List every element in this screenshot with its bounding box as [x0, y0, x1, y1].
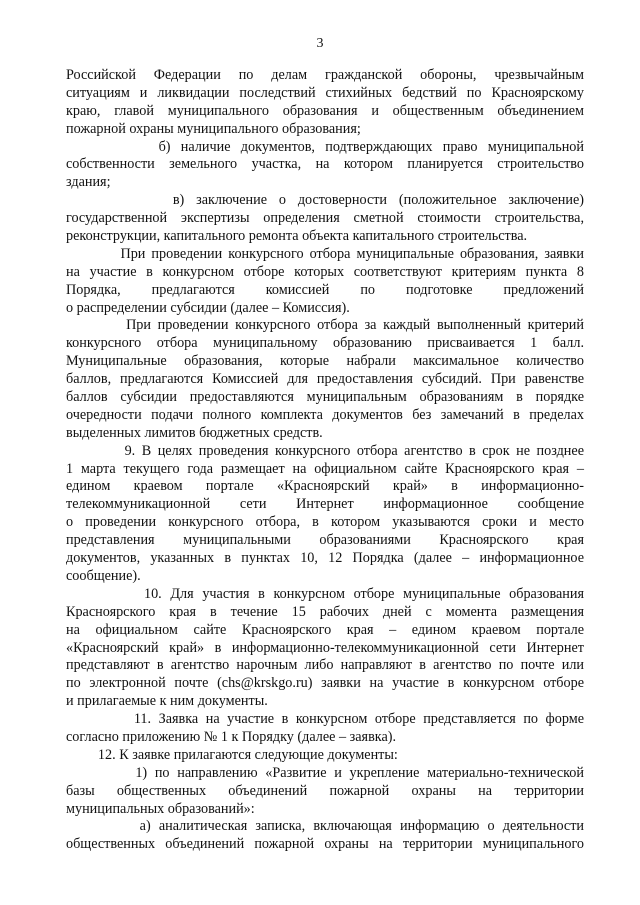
- text-line: по электронной почте (chs@krskgo.ru) заявки на участие в конкурсном отборе: [66, 675, 584, 692]
- page-number: 3: [316, 36, 324, 51]
- text-line: государственной экспертизы определения сметной стоимости строительства,: [66, 210, 584, 227]
- text-line: собственности земельного участка, на котором планируется строительство: [66, 156, 584, 173]
- text-line: «Красноярский край» в информационно-телекоммуникационной сети Интернет: [66, 639, 584, 656]
- text-line: телекоммуникационной сети Интернет информационное сообщение: [66, 496, 584, 513]
- paragraph: [66, 765, 584, 819]
- text-line: о проведении конкурсного отбора, в котором указываются сроки и место: [66, 514, 584, 531]
- text-line: 9. В целях проведения конкурсного отбора агентство в срок не позднее: [66, 442, 584, 459]
- text-line: конкурсного отбора муниципальному образованию присваивается 1 балл.: [66, 335, 584, 352]
- text-line: представления муниципальными образованиями Красноярского края: [66, 532, 584, 549]
- text-line: муниципальных образований»:: [66, 800, 255, 817]
- paragraph: [66, 711, 584, 747]
- text-line: и прилагаемые к ним документы.: [66, 693, 268, 710]
- paragraph: [66, 192, 584, 246]
- text-line: Муниципальные образования, которые набрали максимальное количество: [66, 353, 584, 370]
- paragraph: [66, 818, 584, 854]
- text-line: здания;: [66, 174, 111, 191]
- text-line: ситуациям и ликвидации последствий стихийных бедствий по Красноярскому: [66, 84, 584, 101]
- paragraph: [66, 317, 584, 442]
- text-line: а) аналитическая записка, включающая информацию о деятельности: [66, 818, 584, 835]
- text-line: б) наличие документов, подтверждающих право муниципальной: [66, 138, 584, 155]
- text-line: Порядка, предлагаются комиссией по подготовке предложений: [66, 281, 584, 298]
- paragraph: [66, 747, 584, 765]
- text-line: базы общественных объединений пожарной охраны на территории: [66, 782, 584, 799]
- text-line: о распределении субсидии (далее – Комиссия).: [66, 299, 350, 316]
- text-line: едином краевом портале «Красноярский край» в информационно-: [66, 478, 584, 495]
- text-line: краю, главой муниципального образования и общественным объединением: [66, 102, 584, 119]
- document-body: [66, 67, 584, 854]
- text-line: очередности подачи полного комплекта документов без замечаний в пределах: [66, 406, 584, 423]
- text-line: пожарной охраны муниципального образования;: [66, 120, 361, 137]
- paragraph: [66, 443, 584, 586]
- text-line: общественных объединений пожарной охраны на территории муниципального: [66, 836, 584, 853]
- text-line: в) заключение о достоверности (положительное заключение): [66, 192, 584, 209]
- text-line: 1 марта текущего года размещает на официальном сайте Красноярского края –: [66, 460, 584, 477]
- text-line: баллов, предлагаются Комиссией для предоставления субсидий. При равенстве: [66, 371, 584, 388]
- text-line: 1) по направлению «Развитие и укрепление материально-технической: [66, 764, 584, 781]
- text-line: При проведении конкурсного отбора за каждый выполненный критерий: [66, 317, 584, 334]
- text-line: согласно приложению № 1 к Порядку (далее – заявка).: [66, 728, 397, 745]
- text-line: выделенных лимитов бюджетных средств.: [66, 424, 323, 441]
- text-line: представляют в агентство нарочным либо направляют в агентство по почте или: [66, 657, 584, 674]
- text-line: документов, указанных в пунктах 10, 12 Порядка (далее – информационное: [66, 550, 584, 567]
- paragraph: [66, 67, 584, 139]
- text-line: на официальном сайте Красноярского края – едином краевом портале: [66, 621, 584, 638]
- text-line: реконструкции, капитального ремонта объекта капитального строительства.: [66, 228, 528, 245]
- paragraph: [66, 139, 584, 193]
- paragraph: [66, 246, 584, 318]
- text-line: 12. К заявке прилагаются следующие документы:: [66, 746, 398, 763]
- text-line: баллов субсидии предоставляются муниципальным образованиям в порядке: [66, 389, 584, 406]
- text-line: Российской Федерации по делам гражданской обороны, чрезвычайным: [66, 67, 584, 83]
- text-line: 11. Заявка на участие в конкурсном отборе представляется по форме: [66, 711, 584, 728]
- text-line: Красноярского края в течение 15 рабочих дней с момента размещения: [66, 603, 584, 620]
- text-line: 10. Для участия в конкурсном отборе муниципальные образования: [66, 585, 584, 602]
- text-line: сообщение).: [66, 567, 141, 584]
- text-line: на участие в конкурсном отборе которых соответствуют критериям пункта 8: [66, 263, 584, 280]
- paragraph: [66, 586, 584, 711]
- text-line: При проведении конкурсного отбора муниципальные образования, заявки: [66, 245, 584, 262]
